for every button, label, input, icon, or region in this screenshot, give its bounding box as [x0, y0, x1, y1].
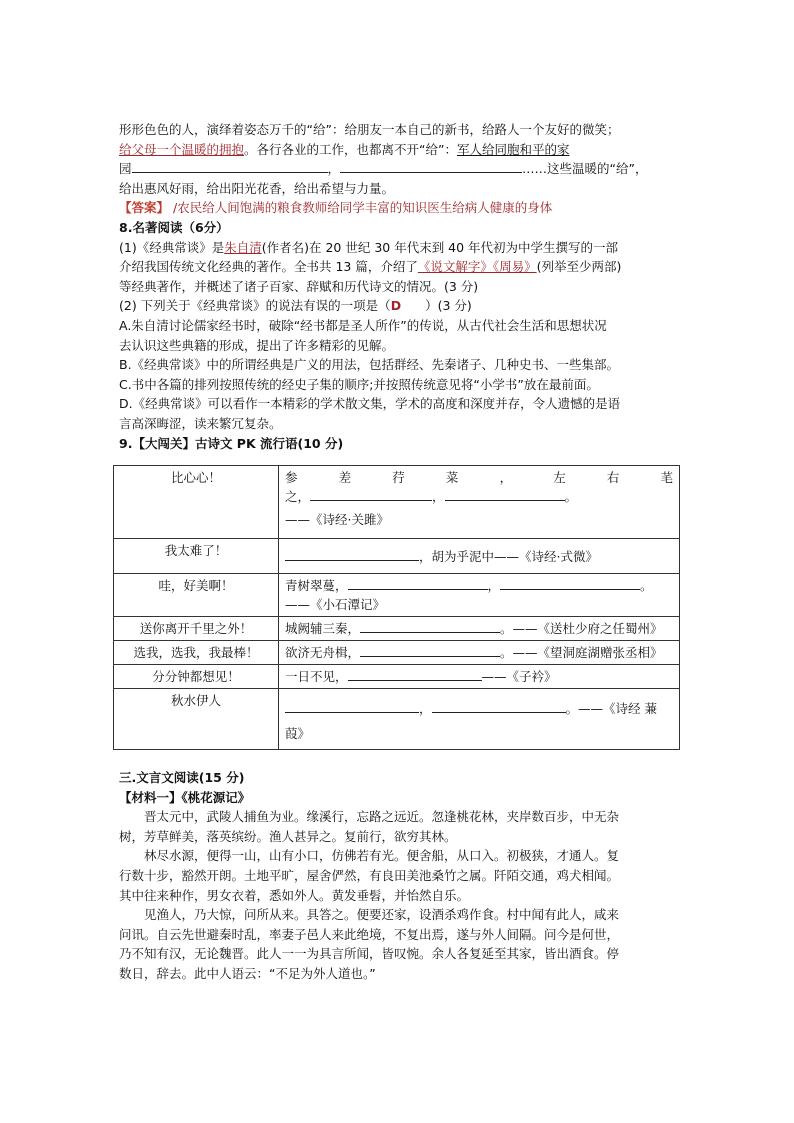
q8-text: (1)《经典常谈》是: [119, 239, 225, 255]
answer-blank[interactable]: [445, 487, 565, 501]
q8-option-a-1: A.朱自清讨论儒家经书时，破除“经书都是圣人所作”的传说，从古代社会生活和思想状况: [119, 317, 607, 333]
slang-cell: 选我，选我，我最棒！: [114, 641, 279, 665]
table-row: [114, 617, 680, 641]
poem-text: 。——《望洞庭湖赠张丞相》: [500, 645, 663, 661]
q8-option-c: C.书中各篇的排列按照传统的经史子集的顺序;并按照传统意见将“小学书”放在最前面。: [119, 376, 599, 392]
q7-line-2: [119, 140, 679, 160]
q7-text: 给出惠风好雨，给出阳光花香，给出希望与力量。: [119, 180, 395, 196]
q8-text: 介绍我国传统文化经典的著作。全书共 13 篇，介绍了: [119, 259, 418, 275]
q8-option-a-2: 去认识这些典籍的形成，提出了许多精彩的见解。: [119, 337, 395, 353]
q8-option-d-2: 言高深晦涩，读来繁冗复杂。: [119, 415, 282, 431]
poem-char: 右: [606, 470, 620, 486]
answer-blank[interactable]: [432, 699, 566, 713]
table-row: [114, 641, 680, 665]
table-row: [114, 689, 680, 750]
page-content: [119, 120, 679, 984]
table-row: [114, 466, 680, 539]
poem-text: ，胡为乎泥中——《诗经·式微》: [419, 549, 598, 565]
answer-blank[interactable]: [285, 699, 419, 713]
poem-source: ——《小石潭记》: [285, 597, 386, 613]
poem-text: 欲济无舟楫，: [285, 645, 361, 661]
poem-cell: [279, 466, 680, 539]
q7-answer-blank-2[interactable]: [340, 159, 522, 173]
poem-text: 城阙辅三秦，: [285, 621, 361, 637]
poem-text: ——《子衿》: [481, 669, 557, 685]
material-title: 【材料一】《桃花源记》: [119, 789, 251, 805]
q8-text: (作者名)在 20 世纪 30 年代末到 40 年代初为中学生撰写的一部: [261, 239, 619, 255]
q8-text: ）(3 分): [425, 298, 472, 314]
q8-p3: 等经典著作，并概述了诸子百家、辞赋和历代诗文的情况。(3 分): [119, 278, 479, 294]
poem-cell: [279, 574, 680, 617]
q7-line-1: [119, 120, 679, 140]
poem-char: 参: [285, 470, 298, 486]
para-2-line: 林尽水源，便得一山，山有小口，仿佛若有光。便舍船，从口入。初极狭，才通人。复: [144, 848, 620, 864]
answer-blank[interactable]: [310, 487, 432, 501]
q9-title: 9.【大闯关】古诗文 PK 流行语(10 分): [119, 435, 344, 451]
q8-choice-answer: D: [390, 298, 402, 314]
poem-line-spread: [285, 468, 673, 487]
para-2-line: 其中往来种作，男女衣着，悉如外人。黄发垂髫，并怡然自乐。: [119, 887, 470, 903]
table-row: [114, 539, 680, 574]
q7-line-4: [119, 179, 679, 199]
para-1-line: 树，芳草鲜美，落英缤纷。渔人甚异之。复前行，欲穷其林。: [119, 828, 457, 844]
poem-text: 。——《送杜少府之任蜀州》: [500, 621, 663, 637]
q7-answer-blank-1[interactable]: [132, 159, 328, 173]
poem-text: 。——《诗经: [565, 701, 641, 717]
answer-blank[interactable]: [500, 576, 640, 590]
para-3-line: 见渔人，乃大惊，问所从来。具答之。便要还家，设酒杀鸡作食。村中闻有此人，咸来: [144, 907, 620, 923]
answer-blank[interactable]: [348, 576, 488, 590]
poem-source: 葭》: [285, 726, 311, 742]
poem-source: ——《诗经·关雎》: [285, 512, 389, 528]
slang-cell: 秋水伊人: [114, 689, 279, 750]
answer-blank[interactable]: [360, 643, 500, 657]
q7-text: ……这些温暖的“给”，: [522, 161, 648, 177]
poem-line: [285, 487, 673, 506]
answer-tag: 【答案】: [119, 200, 170, 216]
poem-cell: [279, 665, 680, 689]
q7-text: 形形色色的人，演绎着姿态万千的“给”：给朋友一本自己的新书，给路人一个友好的微笑；: [119, 122, 620, 137]
q7-answer: [119, 198, 679, 218]
poem-text: 。: [564, 489, 578, 505]
poem-line: [285, 619, 673, 638]
para-2-line: 行数十步，豁然开朗。土地平旷，屋舍俨然，有良田美池桑竹之属。阡陌交通，鸡犬相闻。: [119, 868, 620, 884]
poem-line: [285, 667, 673, 686]
poem-line: [285, 699, 673, 718]
poem-text: ，: [419, 701, 432, 717]
q8-option-b: B.《经典常谈》中的所谓经典是广义的用法，包括群经、先秦诸子、几种史书、一些集部。: [119, 357, 620, 373]
slang-cell: 分分钟都想见！: [114, 665, 279, 689]
poem-text: 青树翠蔓，: [285, 578, 348, 594]
q8-p2: [119, 257, 679, 277]
q7-line-3: [119, 159, 679, 179]
poem-text: 之，: [285, 489, 311, 505]
slang-cell: 我太难了！: [114, 539, 279, 574]
q8-title: 8.名著阅读（6分）: [119, 219, 229, 235]
q8-option-d-1: D.《经典常谈》可以看作一本精彩的学术散文集，学术的高度和深度并存，令人遗憾的是语: [119, 396, 621, 412]
q7-text: ，: [327, 161, 341, 177]
q8-books-answer: 《说文解字》《周易》: [417, 259, 537, 275]
q8-p4: [119, 296, 679, 316]
para-3-line: 问讯。自云先世避秦时乱，率妻子邑人来此绝境，不复出焉，遂与外人间隔。问今是何世，: [119, 926, 620, 942]
para-1-line: 晋太元中，武陵人捕鱼为业。缘溪行，忘路之远近。忽逢桃花林，夹岸数百步，中无杂: [144, 809, 620, 825]
table-row: [114, 665, 680, 689]
para-3-line: 数日，辞去。此中人语云：“不足为外人道也。”: [119, 966, 376, 982]
q7-example-answer: 给父母一个温暖的拥抱: [119, 141, 245, 157]
q8-text: (2) 下列关于《经典常谈》的说法有误的一项是（: [119, 298, 391, 314]
para-3-line: 乃不知有汉，无论魏晋。此人一一为具言所闻，皆叹惋。余人各复延至其家，皆出酒食。停: [119, 946, 620, 962]
answer-text: /农民给人间饱满的粮食教师给同学丰富的知识医生给病人健康的身体: [173, 200, 553, 216]
poem-char: ，: [499, 470, 513, 486]
poem-char: 菜: [445, 470, 459, 486]
q7-text: 园: [119, 161, 132, 177]
poem-cell: [279, 539, 680, 574]
poem-line: [285, 547, 673, 566]
q8-p1: [119, 238, 679, 258]
answer-blank[interactable]: [348, 667, 482, 681]
poem-cell: [279, 641, 680, 665]
q7-text: 。各行各业的工作，也都离不开“给”：: [244, 141, 457, 157]
poem-char: 芼: [660, 470, 673, 486]
poem-cell: [279, 617, 680, 641]
poem-line: [285, 643, 673, 662]
slang-cell: 送你离开千里之外！: [114, 617, 279, 641]
poem-text: 蒹: [644, 701, 658, 717]
poem-char: 左: [553, 470, 566, 486]
poem-text: 一日不见，: [285, 669, 348, 685]
slang-cell: 比心心！: [114, 466, 279, 539]
q8-text: (列举至少两部): [536, 259, 622, 275]
table-row: [114, 574, 680, 617]
poem-char: 荇: [392, 470, 405, 486]
slang-cell: 哇，好美啊！: [114, 574, 279, 617]
q8-author-answer: 朱自清: [224, 239, 262, 255]
poem-text: 。: [640, 578, 653, 594]
poem-text: ，: [432, 489, 445, 505]
answer-blank[interactable]: [285, 547, 419, 561]
poem-pk-table: [113, 465, 680, 750]
answer-blank[interactable]: [360, 619, 500, 633]
poem-cell: [279, 689, 680, 750]
poem-char: 差: [338, 470, 352, 486]
q7-example: 军人给同胞和平的家: [456, 141, 570, 157]
poem-line: [285, 576, 673, 595]
section-3-title: 三.文言文阅读(15 分): [119, 770, 245, 786]
poem-text: ，: [487, 578, 501, 594]
